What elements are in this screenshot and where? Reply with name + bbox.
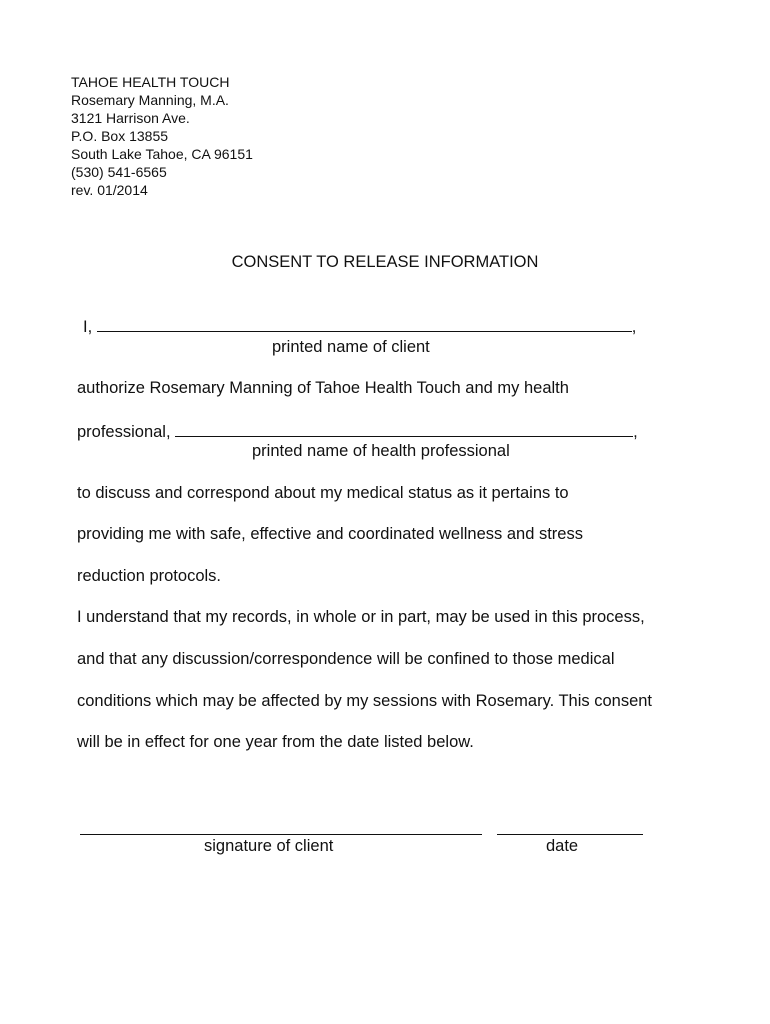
phone-number: (530) 541-6565 [71, 164, 167, 180]
practitioner-name: Rosemary Manning, M.A. [71, 92, 229, 108]
authorize-text: authorize Rosemary Manning of Tahoe Health Touch and my health [77, 379, 569, 397]
date-caption: date [546, 837, 579, 855]
revision-date: rev. 01/2014 [71, 182, 148, 198]
client-name-field[interactable] [97, 315, 632, 332]
client-prefix: I, [83, 318, 93, 336]
professional-name-field[interactable] [175, 420, 633, 437]
professional-name-line [77, 420, 638, 442]
organization-name: TAHOE HEALTH TOUCH [71, 74, 230, 90]
document-title: CONSENT TO RELEASE INFORMATION [231, 253, 539, 271]
body-line: conditions which may be affected by my sessions with Rosemary. This consent [77, 692, 653, 710]
body-line: reduction protocols. [77, 567, 221, 585]
signature-caption: signature of client [204, 837, 334, 855]
date-field[interactable] [497, 834, 643, 835]
body-line: I understand that my records, in whole or in part, may be used in this process, [77, 608, 645, 626]
po-box: P.O. Box 13855 [71, 128, 169, 144]
client-suffix: , [631, 318, 637, 336]
street-address: 3121 Harrison Ave. [71, 110, 190, 126]
body-line: and that any discussion/correspondence will be confined to those medical [77, 650, 615, 668]
body-line: providing me with safe, effective and coordinated wellness and stress [77, 525, 583, 543]
client-name-line [83, 315, 636, 337]
body-line: will be in effect for one year from the date listed below. [77, 733, 474, 751]
professional-suffix: , [633, 423, 638, 441]
client-name-caption: printed name of client [272, 338, 430, 356]
letterhead [71, 73, 253, 199]
city-state-zip: South Lake Tahoe, CA 96151 [71, 146, 253, 162]
client-signature-field[interactable] [80, 834, 482, 835]
professional-prefix: professional, [77, 423, 171, 441]
professional-name-caption: printed name of health professional [252, 442, 510, 460]
body-line: to discuss and correspond about my medical status as it pertains to [77, 484, 569, 502]
